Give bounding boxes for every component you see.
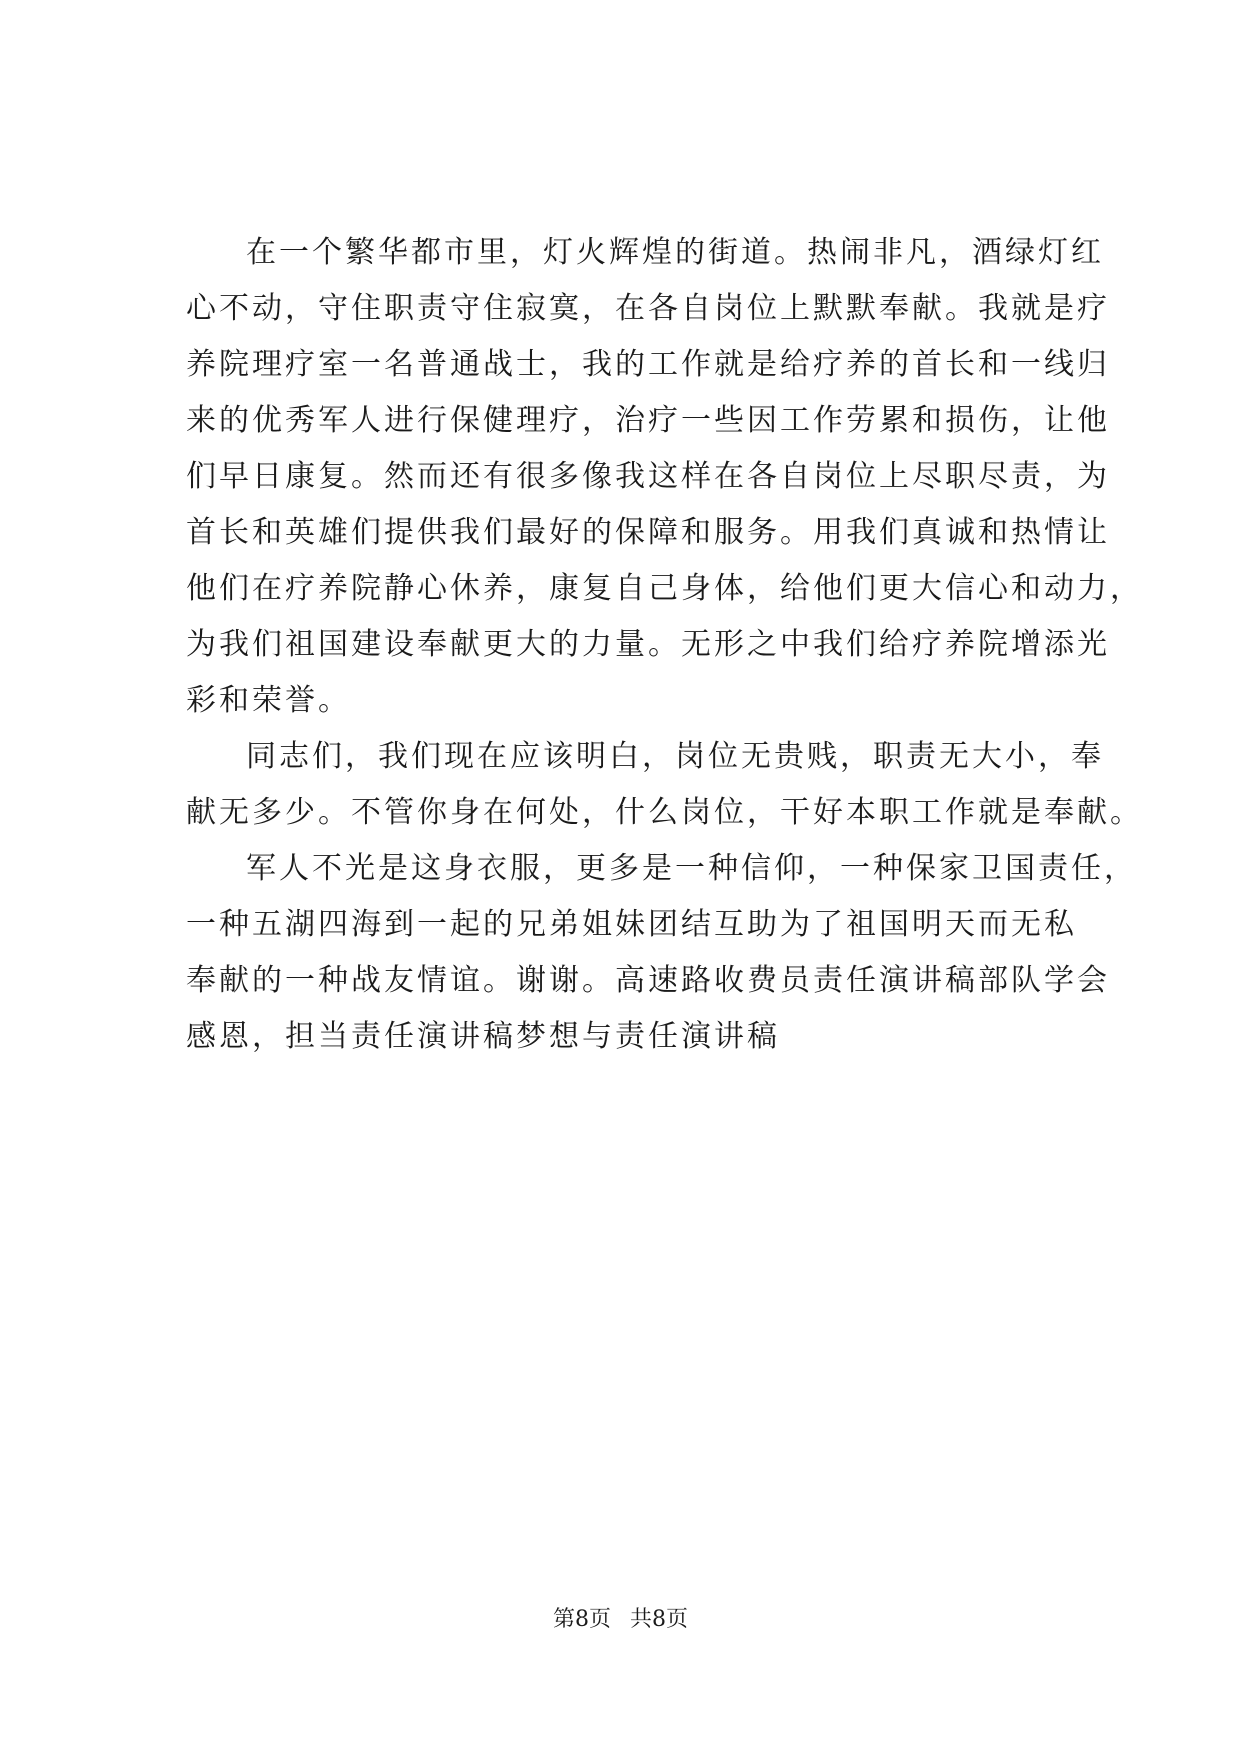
paragraph-line: 养院理疗室一名普通战士，我的工作就是给疗养的首长和一线归	[186, 347, 1110, 382]
page-number: 第8页	[553, 1607, 611, 1632]
paragraph-line: 来的优秀军人进行保健理疗，治疗一些因工作劳累和损伤，让他	[186, 403, 1110, 438]
paragraph-line: 一种五湖四海到一起的兄弟姐妹团结互助为了祖国明天而无私	[186, 907, 1077, 942]
paragraph-line: 心不动，守住职责守住寂寞，在各自岗位上默默奉献。我就是疗	[186, 291, 1110, 326]
paragraph-line: 们早日康复。然而还有很多像我这样在各自岗位上尽职尽责，为	[186, 459, 1110, 494]
page-total: 共8页	[630, 1607, 688, 1632]
page-footer	[0, 1605, 1241, 1635]
paragraph-line: 感恩，担当责任演讲稿梦想与责任演讲稿	[186, 1019, 780, 1054]
paragraph-line: 奉献的一种战友情谊。谢谢。高速路收费员责任演讲稿部队学会	[186, 963, 1110, 998]
body-text	[186, 225, 1143, 1065]
paragraph-line: 在一个繁华都市里，灯火辉煌的街道。热闹非凡，酒绿灯红	[246, 235, 1104, 270]
paragraph-line: 为我们祖国建设奉献更大的力量。无形之中我们给疗养院增添光	[186, 627, 1110, 662]
paragraph-line: 同志们，我们现在应该明白，岗位无贵贱，职责无大小，奉	[246, 739, 1104, 774]
paragraph-line: 献无多少。不管你身在何处，什么岗位，干好本职工作就是奉献。	[186, 795, 1143, 830]
paragraph-line: 彩和荣誉。	[186, 683, 351, 718]
paragraph-line: 军人不光是这身衣服，更多是一种信仰，一种保家卫国责任，	[246, 851, 1137, 886]
paragraph-line: 他们在疗养院静心休养，康复自己身体，给他们更大信心和动力，	[186, 571, 1143, 606]
paragraph-line: 首长和英雄们提供我们最好的保障和服务。用我们真诚和热情让	[186, 515, 1110, 550]
